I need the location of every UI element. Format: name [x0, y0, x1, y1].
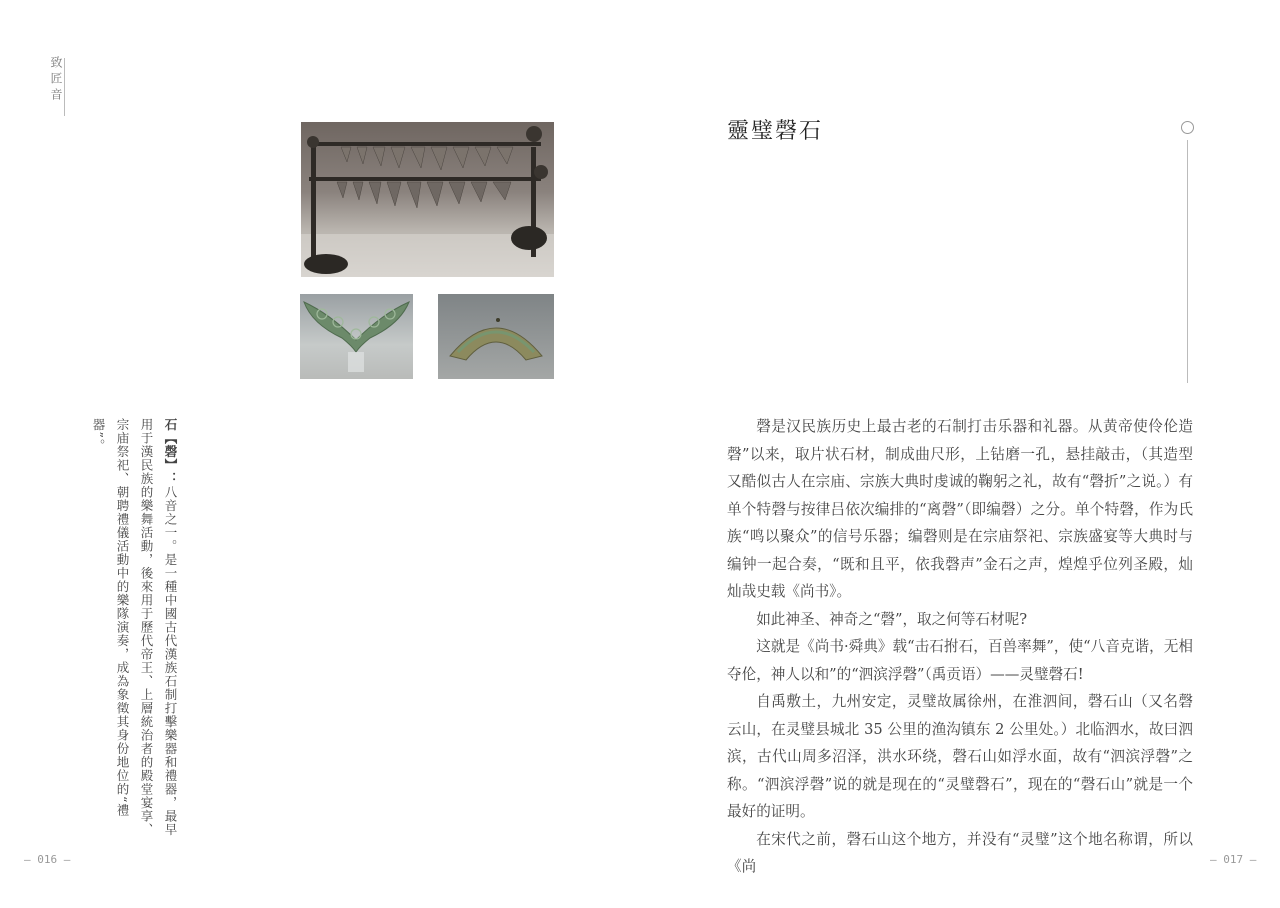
page-number-left: — 016 — [24, 853, 71, 866]
caption-text: 八音之一。是一種中國古代漢族石制打擊樂器和禮器，最早用于漢民族的樂舞活動，後來用于歷代帝王、上層統治者的殿堂宴享、宗庙祭祀、朝聘禮儀活動中的樂隊演奏，成為象徵其身份地位的“禮器”。 [91, 418, 178, 837]
body-paragraph: 在宋代之前，磬石山这个地方，并没有“灵璧”这个地名称谓，所以《尚 [727, 830, 1193, 875]
page-title: 靈璧磬石 [727, 119, 824, 144]
caption-lead: 石【磬】： [163, 418, 178, 486]
page-number-right: — 017 — [1210, 853, 1257, 866]
arc-stone-chime-photo [438, 294, 554, 379]
body-text [727, 413, 1193, 881]
body-paragraph: 磬是汉民族历史上最古老的石制打击乐器和礼器。从黄帝使伶伦造磬”以来，取片状石材，制成曲尺形，上钻磨一孔，悬挂敲击，（其造型又酷似古人在宗庙、宗族大典时虔诚的鞠躬之礼，故有“磬折”之说。）有单个特磬与按律吕依次编排的“离磬”（即编磬）之分。单个特磬，作为氏族“鸣以聚众”的信号乐器；编磬则是在宗庙祭祀、宗族盛宴等大典时与编钟一起合奏，“既和且平，依我磬声”金石之声，煌煌乎位列圣殿，灿灿哉史载《尚书》。 [727, 418, 1193, 600]
series-divider [64, 58, 65, 116]
circle-marker-icon [1181, 121, 1194, 134]
body-paragraph: 这就是《尚书·舜典》载“击石拊石，百兽率舞”，使“八音克谐，无相夺伦，神人以和”的“泗滨浮磬”（禹贡语）——灵璧磬石! [727, 638, 1193, 683]
body-paragraph: 自禹敷土，九州安定，灵璧故属徐州，在淮泗间，磬石山（又名磬云山，在灵璧县城北 35 公里的渔沟镇东 2 公里处。）北临泗水，故曰泗滨，古代山周多沼泽，洪水环绕，磬石山如浮水面，故有“泗滨浮磬”之称。“泗滨浮磬”说的就是现在的“灵璧磬石”，现在的“磬石山”就是一个最好的证明。 [727, 693, 1193, 820]
jade-cloud-chime-photo [300, 294, 413, 379]
body-paragraph: 如此神圣、神奇之“磬”，取之何等石材呢? [756, 610, 1028, 628]
series-label: 致匠音 [49, 56, 63, 104]
vertical-divider [1187, 140, 1188, 383]
photo-caption [86, 418, 182, 838]
stone-chime-rack-photo [301, 122, 554, 277]
